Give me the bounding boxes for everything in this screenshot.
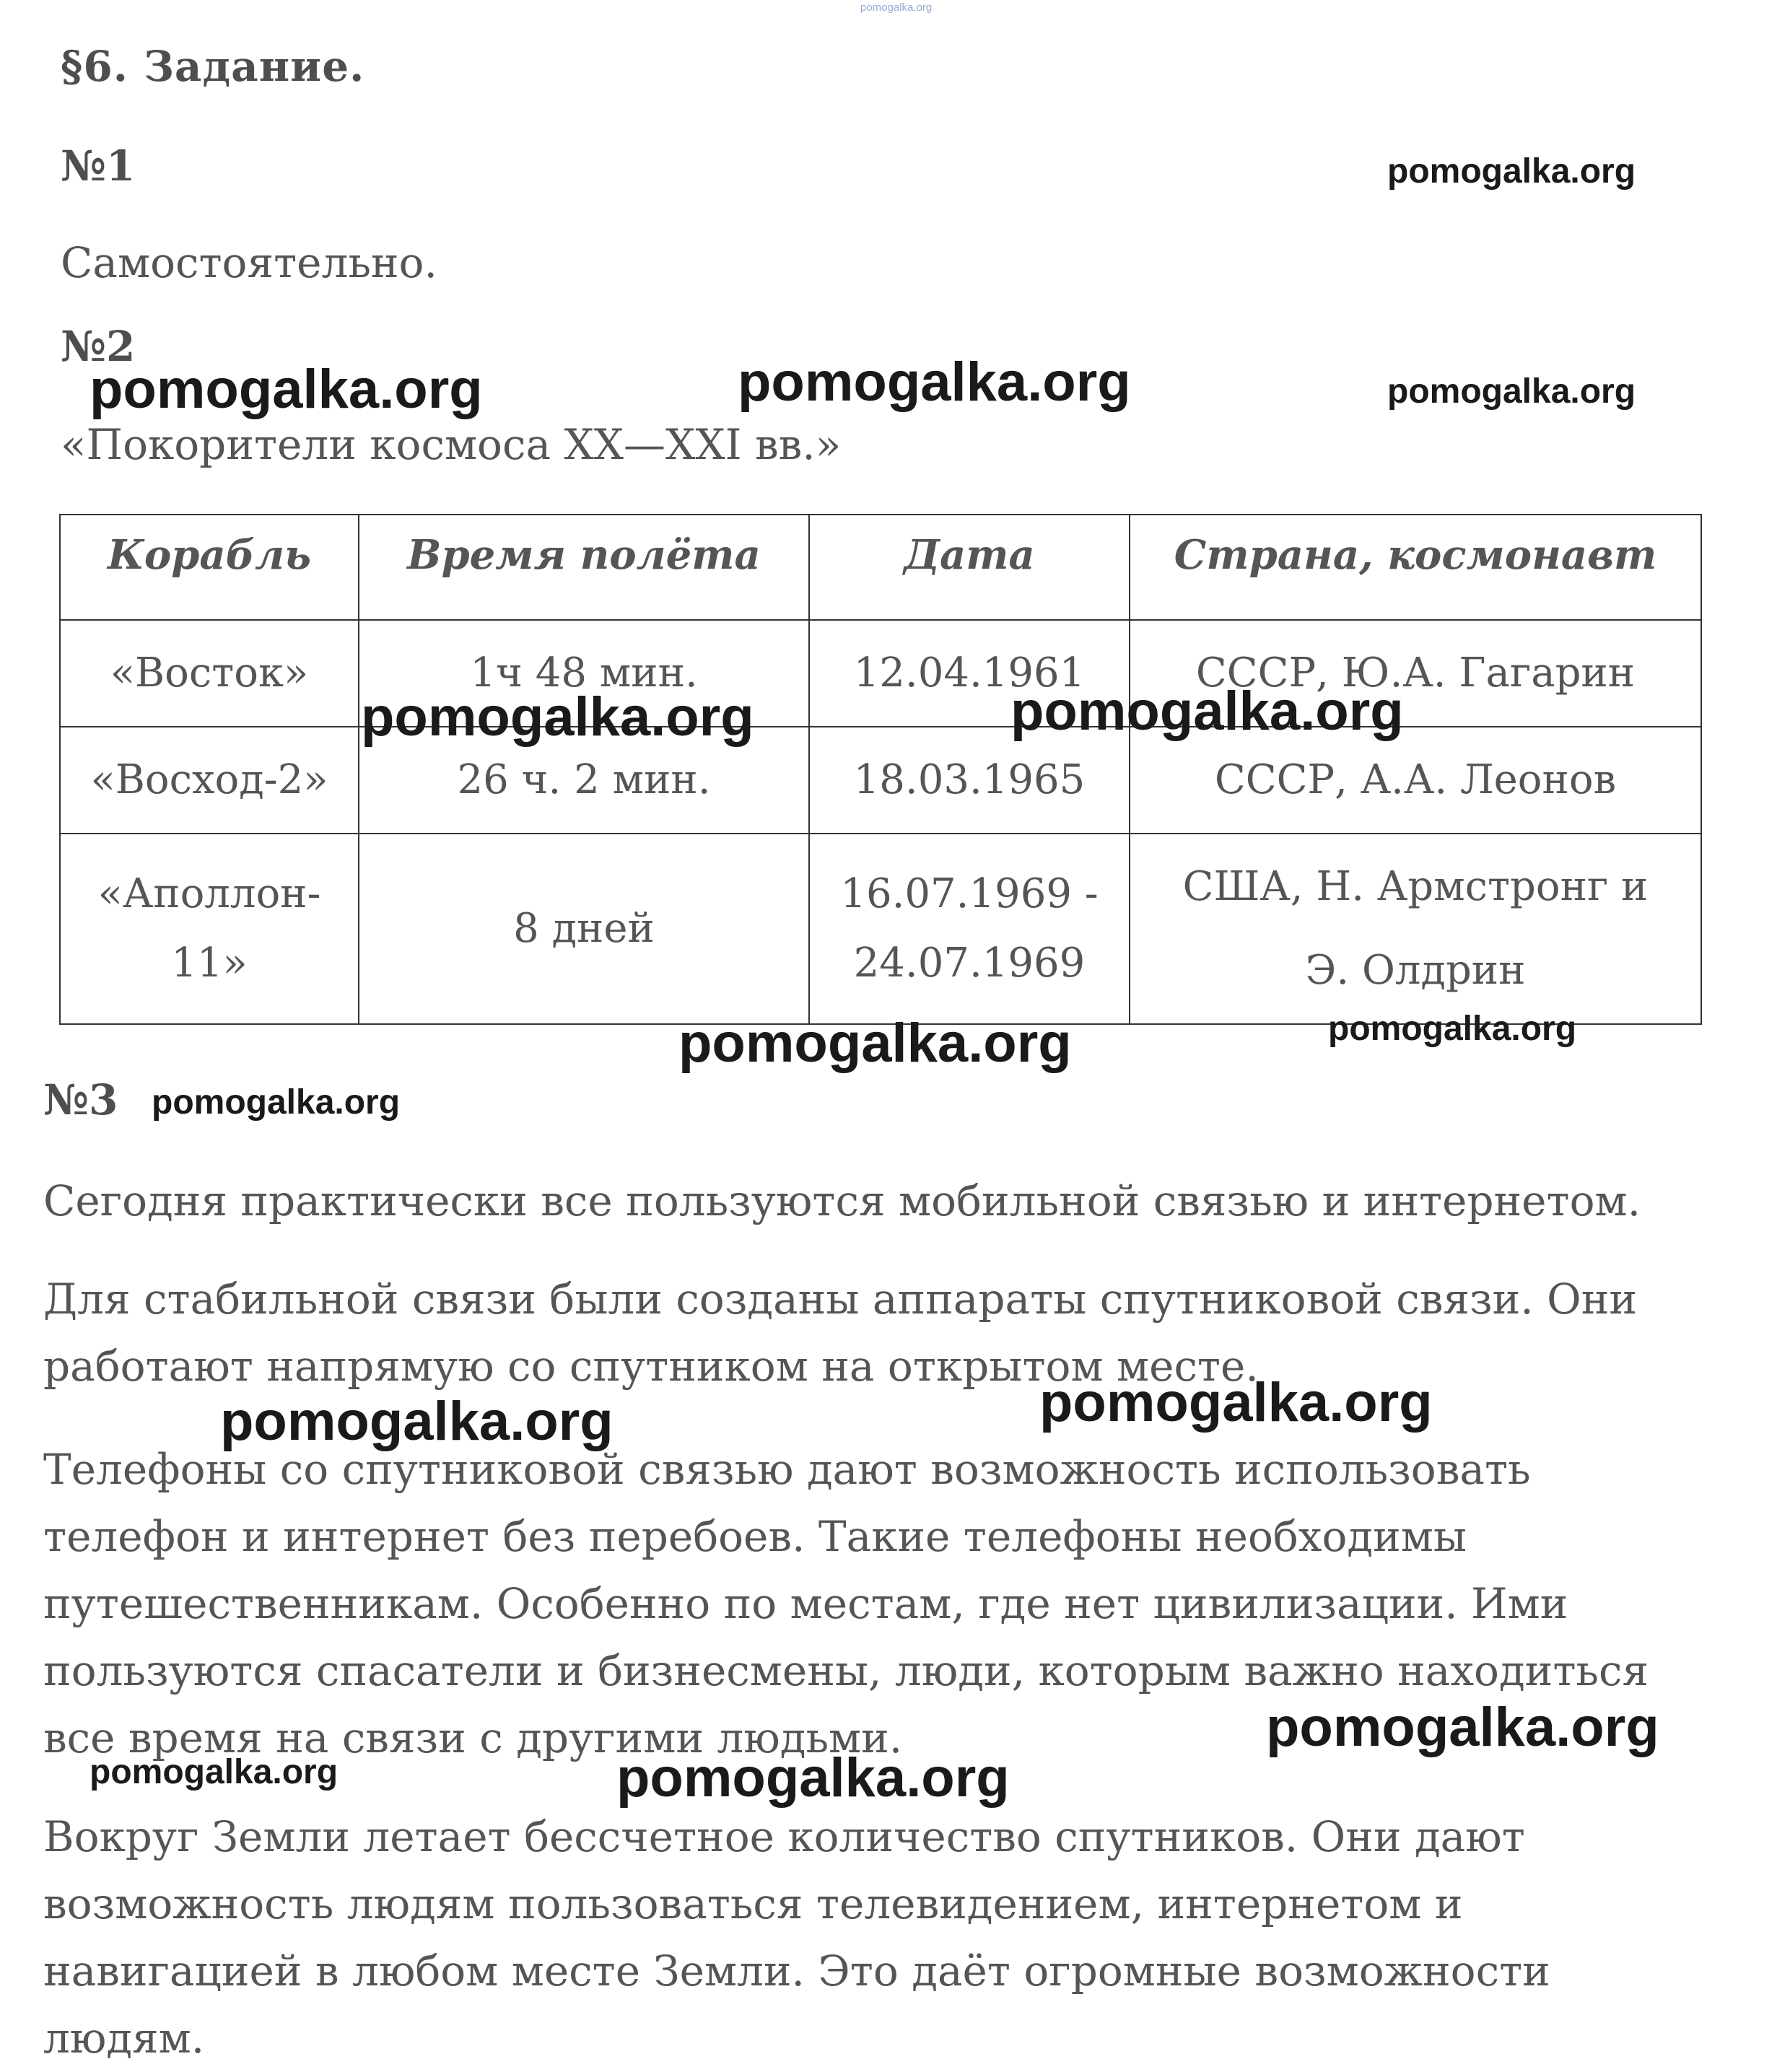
task-2-title: №2 [61,322,136,371]
task-3-paragraph-1: Сегодня практически все пользуются мобильной связью и интернетом. [43,1176,1641,1225]
task-3-paragraph-2: Для стабильной связи были созданы аппараты спутниковой связи. Они работают напрямую со спутником на открытом месте. [43,1275,1638,1391]
table-row [60,620,1701,727]
header-country-cosmonaut: Страна, космонавт [1130,515,1701,620]
cell-country: СССР, Ю.А. Гагарин [1130,620,1701,727]
cell-ship-line1: «Аполлон- [97,870,321,917]
task-1-text: Самостоятельно. [61,238,437,287]
watermark: pomogalka.org [738,351,1131,413]
watermark: pomogalka.org [90,1753,339,1791]
cell-date-line2: 24.07.1969 [853,940,1086,987]
task-3-paragraph-3: Телефоны со спутниковой связью дают возможность использовать телефон и интернет без перебоев. Такие телефоны необходимы путешественникам. Особенно по местам, где нет цивилизации. Ими пользуются спасатели и бизнесмены, люди, которым важно находиться все время на связи с другими людьми. [43,1445,1649,1762]
watermark: pomogalka.org [1039,1372,1433,1433]
cell-date [809,834,1130,1024]
watermark: pomogalka.org [220,1391,614,1452]
table-row [60,727,1701,834]
top-watermark: pomogalka.org [860,1,933,14]
cell-ship: «Восход-2» [60,727,359,834]
cell-ship [60,834,359,1024]
watermark: pomogalka.org [361,686,754,748]
watermark: pomogalka.org [90,359,483,420]
table-row [60,834,1701,1024]
section-title: §6. Задание. [61,42,365,91]
cell-time: 1ч 48 мин. [359,620,809,727]
header-ship: Корабль [60,515,359,620]
watermark: pomogalka.org [1387,152,1636,191]
cell-country: СССР, А.А. Леонов [1130,727,1701,834]
cell-date: 18.03.1965 [809,727,1130,834]
watermark: pomogalka.org [678,1013,1072,1074]
watermark: pomogalka.org [616,1747,1010,1809]
task-3-paragraph-4: Вокруг Земли летает бессчетное количество спутников. Они дают возможность людям пользоваться телевидением, интернетом и навигацией в любом месте Земли. Это даёт огромные возможности людям. [43,1812,1550,2063]
cell-ship-line2: 11» [171,940,248,987]
cell-date: 12.04.1961 [809,620,1130,727]
cell-time: 26 ч. 2 мин. [359,727,809,834]
task-1-title: №1 [61,141,136,191]
cell-country-line1: США, Н. Армстронг и [1182,863,1649,910]
cell-country-line2: Э. Олдрин [1305,947,1526,994]
header-flight-time: Время полёта [359,515,809,620]
task-2-caption: «Покорители космоса XX—XXI вв.» [61,420,842,469]
header-date: Дата [809,515,1130,620]
cell-time: 8 дней [359,834,809,1024]
cell-country [1130,834,1701,1024]
cell-ship: «Восток» [60,620,359,727]
watermark: pomogalka.org [1266,1697,1659,1758]
space-pioneers-table [59,514,1702,1025]
watermark: pomogalka.org [1328,1010,1577,1048]
cell-date-line1: 16.07.1969 - [840,870,1099,917]
watermark: pomogalka.org [152,1083,401,1122]
task-3-title: №3 [43,1075,118,1124]
watermark: pomogalka.org [1387,372,1636,411]
table-header-row [60,515,1701,620]
watermark: pomogalka.org [1010,681,1404,742]
